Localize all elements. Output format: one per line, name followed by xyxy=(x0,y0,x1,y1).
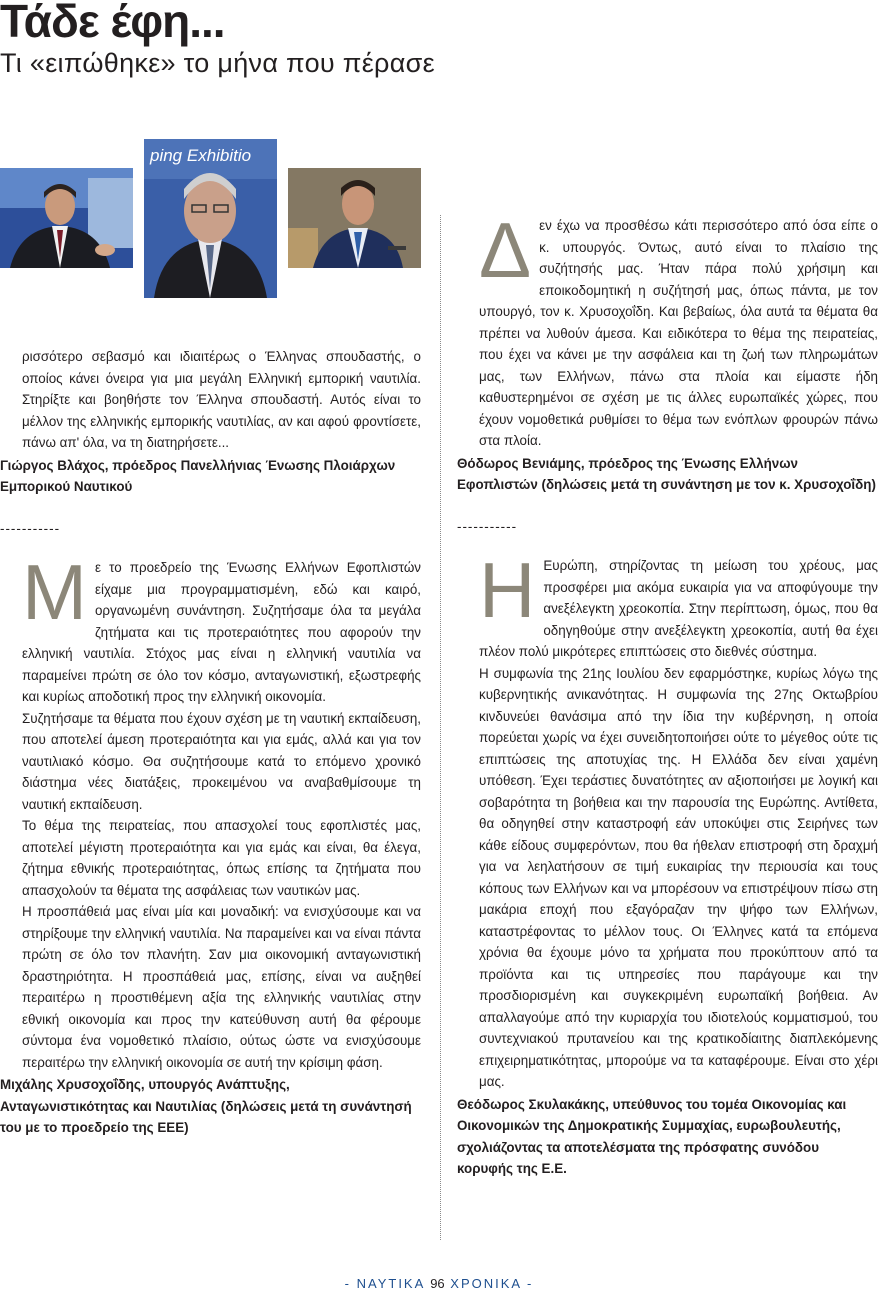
page-number: 96 xyxy=(430,1276,445,1291)
drop-cap: Δ xyxy=(479,206,532,294)
right-column xyxy=(457,206,878,1180)
separator: ----------- xyxy=(0,520,61,536)
quote-signature: Μιχάλης Χρυσοχοΐδης, υπουργός Ανάπτυξης, Ανταγωνιστικότητας και Ναυτιλίας (δηλώσεις μετά τη συνάντησή του με το προεδρείο της ΕΕΕ) xyxy=(0,1077,412,1135)
page-subtitle: Τι «ειπώθηκε» το μήνα που πέρασε xyxy=(0,48,435,78)
separator: ----------- xyxy=(457,518,518,534)
quote-paragraph: ε το προεδρείο της Ένωσης Ελλήνων Εφοπλιστών είχαμε μια προγραμματισμένη, εδώ και καιρό, οργανωμένη συνάντηση. Συζητήσαμε όλα τα μεγάλα ζητήματα και τις προτεραιότητες που αφορούν την ελληνική ναυτιλία. Στόχος μας είναι η ελληνική ναυτιλία να παραμείνει πρώτη σε όλο τον κόσμο, ανταγωνιστική, εξωστρεφής και κυρίως αποδοτική προς την ελληνική οικονομία. xyxy=(22,560,421,704)
footer-right: ΧΡΟΝΙΚΑ - xyxy=(450,1276,534,1291)
photo-speaker-2 xyxy=(144,139,277,298)
quote-paragraph: Το θέμα της πειρατείας, που απασχολεί τους εφοπλιστές μας, αποτελεί μέγιστη προτεραιότητα και για εμάς και είναι, θα έλεγα, ζήτημα εθνικής προτεραιότητας, όπως επίσης τα ζητήματα που απασχολούν τα θέματα της ασφάλειας των ναυτικών μας. xyxy=(22,818,421,898)
drop-cap: Μ xyxy=(22,548,87,636)
page-title: Τάδε έφη... xyxy=(0,0,225,47)
quote-paragraph: Η προσπάθειά μας είναι μία και μοναδική: να ενισχύσουμε και να στηρίξουμε την ελληνική ναυτιλία. Να παραμείνει και να είναι πάντα πρώτη σε όλο τον πλανήτη. Σαν μια οικονομική ανταγωνιστική δραστηριότητα. Η προσπάθειά μας, επίσης, είναι να αυξηθεί περαιτέρω η προστιθέμενη αξία της ελληνικής ναυτιλίας στην εθνική οικονομία και προς την κατεύθυνση αυτή θα φέρουμε σύντομα ένα νομοθετικό πλαίσιο, ούτως ώστε να ενισχύσουμε περαιτέρω την ελληνική οικονομία σε αυτή την κρίσιμη φάση. xyxy=(22,904,421,1070)
left-column xyxy=(0,346,421,1139)
column-divider xyxy=(440,215,441,1240)
quote-signature: Θόδωρος Βενιάμης, πρόεδρος της Ένωσης Ελλήνων Εφοπλιστών (δηλώσεις μετά τη συνάντηση με τον κ. Χρυσοχοΐδη) xyxy=(457,455,876,492)
page-footer xyxy=(0,1276,878,1291)
quote-paragraph: Η συμφωνία της 21ης Ιουλίου δεν εφαρμόστηκε, κυρίως λόγω της κυβερνητικής ανικανότητας. Η συμφωνία της 27ης Οκτωβρίου κινδυνεύει θανάσιμα από την ίδια την κυβέρνηση, η οποία πορεύεται χωρίς να έχει συνειδητοποιήσει ούτε το μέγεθος ούτε τις επιπτώσεις της αποτυχίας της. Η Ελλάδα δεν είναι χαμένη υπόθεση. Έχει τεράστιες δυνατότητες αν αξιοποιήσει με λογική και σοβαρότητα τη βοήθεια και την παρουσία της Ευρώπης. Αντίθετα, θα οδηγηθεί στην καταστροφή εάν υποκύψει στις Σειρήνες των κάθε είδους συμφερόντων, που θα ήθελαν επιστροφή στη δραχμή για να λεηλατήσουν σε τιμή ευκαιρίας την περιουσία και τους κόπους των Ελλήνων και να μπορέσουν να επιστρέψουν πίσω στη μακάρια εποχή που εξαγόραζαν την ψήφο των Ελλήνων, καταστρέφοντας το μέλλον τους. Οι Έλληνες κατά τα επόμενα χρόνια θα έχουμε μόνο τα χρήματα που προκύπτουν από τα προϊόντα και τις υπηρεσίες που παράγουμε και την προσδιορισμένη και συγκεκριμένη ευρωπαϊκή βοήθεια. Αν απαλλαγούμε από την κυριαρχία του ιδιοτελούς κομματισμού, του συντεχνιακού πρυτανείου και της κρατικοδίαιτης διαπλεκόμενης επιχειρηματικότητας, μπορούμε να τα καταφέρουμε. Είναι στο χέρι μας. xyxy=(479,665,878,1089)
drop-cap: Η xyxy=(479,546,536,634)
quote-signature: Θεόδωρος Σκυλακάκης, υπεύθυνος του τομέα Οικονομίας και Οικονομικών της Δημοκρατικής Συμμαχίας, ευρωβουλευτής, σχολιάζοντας τα αποτελέσματα της πρόσφατης συνόδου κορυφής της Ε.Ε. xyxy=(457,1096,847,1176)
quote-paragraph: εν έχω να προσθέσω κάτι περισσότερο από όσα είπε ο κ. υπουργός. Όντως, αυτό είναι το πλαίσιο της συζήτησής μας. Ήταν πάρα πολύ χρήσιμη και εποικοδομητική η συζήτησή μας, όπως πάντα, με τον υπουργό, τον κ. Χρυσοχοΐδη. Και βεβαίως, όλα αυτά τα θέματα θα πρέπει να λυθούν άμεσα. Και ειδικότερα το θέμα της πειρατείας, που έχει να κάνει με την ασφάλεια και τη ζωή των πληρωμάτων μας, των Ελλήνων, πάνω στα πλοία και είμαστε ήδη καθυστερημένοι σε σχέση με τις άλλες ευρωπαϊκές χώρες, που έχουν νομοθετικά ρυθμίσει το θέμα των ενόπλων φρουρών πάνω στα πλοία. xyxy=(479,218,878,448)
exhibition-banner-text: ping Exhibitio xyxy=(150,146,252,165)
intro-signature: Γιώργος Βλάχος, πρόεδρος Πανελλήνιας Ένωσης Πλοιάρχων Εμπορικού Ναυτικού xyxy=(0,457,396,494)
intro-text: ρισσότερο σεβασμό και ιδιαιτέρως ο Έλληνας σπουδαστής, ο οποίος κάνει όνειρα για μια μεγάλη Ελληνική εμπορική ναυτιλία. Στηρίξτε και βοηθήστε τον Έλληνα σπουδαστή. Αυτός είναι το μέλλον της ελληνικής εμπορικής ναυτιλίας, αν και αφού φροντίσετε, πάνω απ' όλα, να τη διατηρήσετε... xyxy=(22,349,421,450)
photo-speaker-3 xyxy=(288,168,421,268)
quote-paragraph: Ευρώπη, στηρίζοντας τη μείωση του χρέους, μας προσφέρει μια ακόμα ευκαιρία για να αποφύγουμε την ανεξέλεγκτη χρεοκοπία. Στην περίπτωση, όμως, που θα οδηγηθούμε στην ανεξέλεγκτη χρεοκοπία, αυτή θα έχει πλέον πολύ μικρότερες επιπτώσεις στο διεθνές σύστημα. xyxy=(479,558,878,659)
footer-left: - ΝΑΥΤΙΚΑ xyxy=(344,1276,425,1291)
quote-paragraph: Συζητήσαμε τα θέματα που έχουν σχέση με τη ναυτική εκπαίδευση, που αποτελεί άμεση προτεραιότητα και για εμάς, αλλά και για τον ναυτιλιακό κόσμο. Θα συζητήσουμε κατά το επόμενο χρονικό διάστημα νέες διατάξεις, προκειμένου να αναβαθμίσουμε τη ναυτική εκπαίδευση. xyxy=(22,710,421,812)
photo-speaker-1 xyxy=(0,168,133,268)
